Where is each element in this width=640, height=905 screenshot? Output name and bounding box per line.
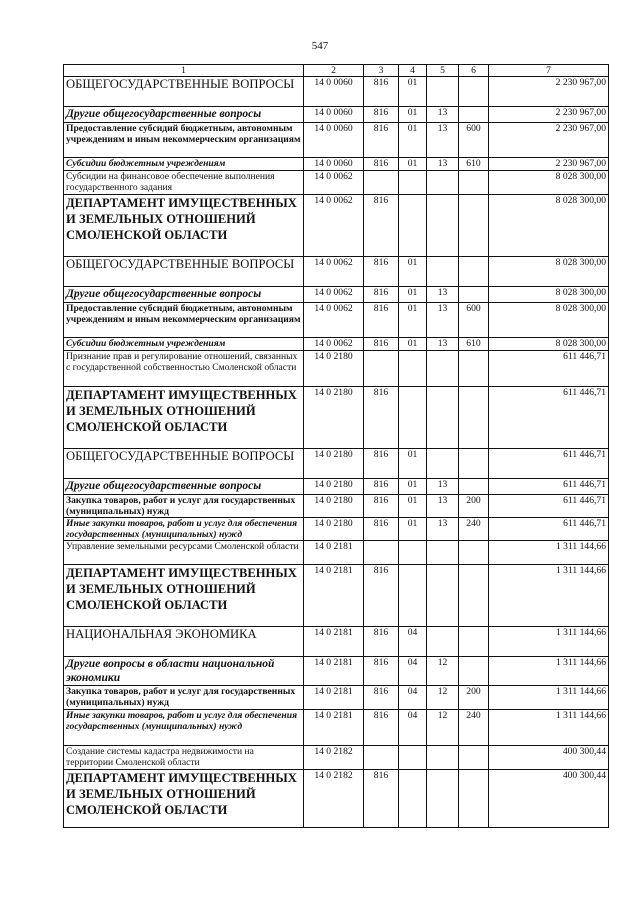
row-grbs-cell: 816: [364, 495, 399, 518]
row-grbs-cell: 816: [364, 77, 399, 107]
row-section-cell: 01: [399, 479, 427, 495]
row-expense-type-cell: [459, 171, 489, 195]
row-csr-cell: 14 0 2180: [304, 518, 364, 541]
row-sum-cell: 2 230 967,00: [489, 158, 609, 171]
row-csr-cell: 14 0 0062: [304, 287, 364, 303]
row-expense-type-cell: [459, 479, 489, 495]
row-subsection-cell: [427, 387, 459, 449]
row-grbs-cell: 816: [364, 627, 399, 657]
row-sum-cell: 1 311 144,66: [489, 686, 609, 710]
table-body: [64, 77, 609, 828]
row-name-cell: ОБЩЕГОСУДАРСТВЕННЫЕ ВОПРОСЫ: [64, 77, 304, 107]
row-grbs-cell: [364, 171, 399, 195]
row-section-cell: 01: [399, 518, 427, 541]
row-csr-cell: 14 0 2180: [304, 479, 364, 495]
row-subsection-cell: [427, 171, 459, 195]
table-row: [64, 770, 609, 828]
row-subsection-cell: 13: [427, 495, 459, 518]
row-csr-cell: 14 0 0062: [304, 171, 364, 195]
row-csr-cell: 14 0 0062: [304, 303, 364, 338]
row-name-cell: Субсидии бюджетным учреждениям: [64, 338, 304, 351]
row-grbs-cell: 816: [364, 710, 399, 746]
row-csr-cell: 14 0 0062: [304, 195, 364, 257]
row-section-cell: 01: [399, 77, 427, 107]
row-sum-cell: 8 028 300,00: [489, 195, 609, 257]
row-grbs-cell: 816: [364, 518, 399, 541]
row-csr-cell: 14 0 2181: [304, 541, 364, 565]
table-row: [64, 107, 609, 123]
row-sum-cell: 8 028 300,00: [489, 303, 609, 338]
row-sum-cell: 8 028 300,00: [489, 257, 609, 287]
row-subsection-cell: 12: [427, 686, 459, 710]
row-grbs-cell: 816: [364, 195, 399, 257]
row-grbs-cell: [364, 351, 399, 387]
row-sum-cell: 1 311 144,66: [489, 541, 609, 565]
header-col-5: 5: [427, 65, 459, 77]
row-expense-type-cell: [459, 257, 489, 287]
row-sum-cell: 2 230 967,00: [489, 107, 609, 123]
table-row: [64, 518, 609, 541]
row-grbs-cell: 816: [364, 387, 399, 449]
row-subsection-cell: 13: [427, 158, 459, 171]
row-sum-cell: 8 028 300,00: [489, 171, 609, 195]
row-subsection-cell: [427, 746, 459, 770]
header-col-2: 2: [304, 65, 364, 77]
table-row: [64, 449, 609, 479]
row-section-cell: 01: [399, 303, 427, 338]
row-expense-type-cell: [459, 77, 489, 107]
row-subsection-cell: 13: [427, 287, 459, 303]
table-row: [64, 565, 609, 627]
row-grbs-cell: [364, 541, 399, 565]
row-grbs-cell: [364, 746, 399, 770]
row-subsection-cell: 13: [427, 479, 459, 495]
row-name-cell: Предоставление субсидий бюджетным, автономным учреждениям и иным некоммерческим организациям: [64, 303, 304, 338]
row-csr-cell: 14 0 0060: [304, 123, 364, 158]
row-subsection-cell: 12: [427, 710, 459, 746]
row-section-cell: [399, 351, 427, 387]
row-csr-cell: 14 0 2180: [304, 449, 364, 479]
table-row: [64, 195, 609, 257]
header-row: [64, 65, 609, 77]
row-expense-type-cell: 200: [459, 686, 489, 710]
row-name-cell: НАЦИОНАЛЬНАЯ ЭКОНОМИКА: [64, 627, 304, 657]
row-name-cell: ДЕПАРТАМЕНТ ИМУЩЕСТВЕННЫХ И ЗЕМЕЛЬНЫХ ОТНОШЕНИЙ СМОЛЕНСКОЙ ОБЛАСТИ: [64, 195, 304, 257]
row-section-cell: [399, 171, 427, 195]
row-expense-type-cell: [459, 107, 489, 123]
row-subsection-cell: 13: [427, 303, 459, 338]
table-row: [64, 657, 609, 686]
row-sum-cell: 611 446,71: [489, 495, 609, 518]
row-csr-cell: 14 0 2181: [304, 657, 364, 686]
table-row: [64, 287, 609, 303]
table-row: [64, 351, 609, 387]
table-row: [64, 686, 609, 710]
row-sum-cell: 1 311 144,66: [489, 627, 609, 657]
row-csr-cell: 14 0 0060: [304, 158, 364, 171]
row-subsection-cell: [427, 77, 459, 107]
row-expense-type-cell: [459, 351, 489, 387]
row-subsection-cell: [427, 627, 459, 657]
table-row: [64, 746, 609, 770]
row-section-cell: [399, 746, 427, 770]
row-section-cell: [399, 195, 427, 257]
row-sum-cell: 611 446,71: [489, 518, 609, 541]
row-sum-cell: 1 311 144,66: [489, 710, 609, 746]
row-name-cell: Создание системы кадастра недвижимости на территории Смоленской области: [64, 746, 304, 770]
header-col-1: 1: [64, 65, 304, 77]
row-grbs-cell: 816: [364, 287, 399, 303]
row-name-cell: Предоставление субсидий бюджетным, автономным учреждениям и иным некоммерческим организациям: [64, 123, 304, 158]
row-csr-cell: 14 0 2182: [304, 770, 364, 828]
row-expense-type-cell: 200: [459, 495, 489, 518]
row-expense-type-cell: [459, 287, 489, 303]
row-csr-cell: 14 0 2182: [304, 746, 364, 770]
row-subsection-cell: [427, 565, 459, 627]
row-expense-type-cell: 240: [459, 710, 489, 746]
row-name-cell: ОБЩЕГОСУДАРСТВЕННЫЕ ВОПРОСЫ: [64, 449, 304, 479]
row-section-cell: [399, 770, 427, 828]
row-subsection-cell: [427, 257, 459, 287]
row-csr-cell: 14 0 2181: [304, 565, 364, 627]
row-name-cell: Управление земельными ресурсами Смоленской области: [64, 541, 304, 565]
row-sum-cell: 400 300,44: [489, 746, 609, 770]
row-grbs-cell: 816: [364, 686, 399, 710]
row-grbs-cell: 816: [364, 257, 399, 287]
table-row: [64, 479, 609, 495]
header-col-7: 7: [489, 65, 609, 77]
row-expense-type-cell: [459, 541, 489, 565]
row-subsection-cell: [427, 195, 459, 257]
row-section-cell: 04: [399, 627, 427, 657]
row-expense-type-cell: [459, 387, 489, 449]
table-row: [64, 77, 609, 107]
row-grbs-cell: 816: [364, 123, 399, 158]
row-expense-type-cell: 600: [459, 303, 489, 338]
row-expense-type-cell: [459, 195, 489, 257]
row-section-cell: 04: [399, 686, 427, 710]
table-row: [64, 171, 609, 195]
table-row: [64, 338, 609, 351]
row-sum-cell: 2 230 967,00: [489, 123, 609, 158]
row-subsection-cell: [427, 541, 459, 565]
row-sum-cell: 611 446,71: [489, 479, 609, 495]
row-sum-cell: 400 300,44: [489, 770, 609, 828]
row-grbs-cell: 816: [364, 565, 399, 627]
row-section-cell: 01: [399, 287, 427, 303]
row-csr-cell: 14 0 2180: [304, 387, 364, 449]
budget-table: [63, 64, 609, 828]
row-expense-type-cell: [459, 627, 489, 657]
row-sum-cell: 8 028 300,00: [489, 338, 609, 351]
row-name-cell: Другие вопросы в области национальной экономики: [64, 657, 304, 686]
page-number: 547: [311, 40, 329, 52]
row-subsection-cell: 12: [427, 657, 459, 686]
table-row: [64, 257, 609, 287]
row-name-cell: Субсидии на финансовое обеспечение выполнения государственного задания: [64, 171, 304, 195]
row-expense-type-cell: [459, 449, 489, 479]
row-grbs-cell: 816: [364, 303, 399, 338]
row-section-cell: 01: [399, 338, 427, 351]
row-subsection-cell: 13: [427, 107, 459, 123]
row-subsection-cell: [427, 449, 459, 479]
row-grbs-cell: 816: [364, 158, 399, 171]
row-grbs-cell: 816: [364, 657, 399, 686]
row-section-cell: 04: [399, 710, 427, 746]
row-csr-cell: 14 0 2181: [304, 627, 364, 657]
row-name-cell: ДЕПАРТАМЕНТ ИМУЩЕСТВЕННЫХ И ЗЕМЕЛЬНЫХ ОТНОШЕНИЙ СМОЛЕНСКОЙ ОБЛАСТИ: [64, 565, 304, 627]
row-expense-type-cell: [459, 565, 489, 627]
row-subsection-cell: [427, 770, 459, 828]
row-section-cell: 01: [399, 123, 427, 158]
row-grbs-cell: 816: [364, 479, 399, 495]
row-section-cell: [399, 541, 427, 565]
row-grbs-cell: 816: [364, 449, 399, 479]
row-section-cell: 01: [399, 495, 427, 518]
row-expense-type-cell: 240: [459, 518, 489, 541]
row-name-cell: Другие общегосударственные вопросы: [64, 479, 304, 495]
row-subsection-cell: [427, 351, 459, 387]
row-sum-cell: 1 311 144,66: [489, 657, 609, 686]
row-name-cell: Другие общегосударственные вопросы: [64, 107, 304, 123]
row-csr-cell: 14 0 2181: [304, 710, 364, 746]
table-row: [64, 710, 609, 746]
row-expense-type-cell: 600: [459, 123, 489, 158]
row-name-cell: Закупка товаров, работ и услуг для государственных (муниципальных) нужд: [64, 686, 304, 710]
row-name-cell: ОБЩЕГОСУДАРСТВЕННЫЕ ВОПРОСЫ: [64, 257, 304, 287]
table-row: [64, 123, 609, 158]
table-row: [64, 541, 609, 565]
row-csr-cell: 14 0 0062: [304, 338, 364, 351]
row-section-cell: [399, 565, 427, 627]
row-grbs-cell: 816: [364, 107, 399, 123]
row-name-cell: Иные закупки товаров, работ и услуг для обеспечения государственных (муниципальных) нужд: [64, 710, 304, 746]
row-subsection-cell: 13: [427, 338, 459, 351]
row-csr-cell: 14 0 0060: [304, 77, 364, 107]
row-sum-cell: 2 230 967,00: [489, 77, 609, 107]
row-name-cell: Признание прав и регулирование отношений, связанных с государственной собственностью Смоленской области: [64, 351, 304, 387]
header-col-3: 3: [364, 65, 399, 77]
row-grbs-cell: 816: [364, 338, 399, 351]
row-subsection-cell: 13: [427, 518, 459, 541]
row-expense-type-cell: 610: [459, 158, 489, 171]
row-name-cell: ДЕПАРТАМЕНТ ИМУЩЕСТВЕННЫХ И ЗЕМЕЛЬНЫХ ОТНОШЕНИЙ СМОЛЕНСКОЙ ОБЛАСТИ: [64, 387, 304, 449]
row-expense-type-cell: [459, 657, 489, 686]
table-row: [64, 158, 609, 171]
row-sum-cell: 611 446,71: [489, 387, 609, 449]
row-csr-cell: 14 0 2180: [304, 495, 364, 518]
row-section-cell: 04: [399, 657, 427, 686]
table-row: [64, 627, 609, 657]
row-sum-cell: 611 446,71: [489, 351, 609, 387]
row-expense-type-cell: 610: [459, 338, 489, 351]
row-csr-cell: 14 0 0062: [304, 257, 364, 287]
header-col-4: 4: [399, 65, 427, 77]
row-expense-type-cell: [459, 770, 489, 828]
row-csr-cell: 14 0 2181: [304, 686, 364, 710]
row-name-cell: Другие общегосударственные вопросы: [64, 287, 304, 303]
table-row: [64, 495, 609, 518]
row-name-cell: ДЕПАРТАМЕНТ ИМУЩЕСТВЕННЫХ И ЗЕМЕЛЬНЫХ ОТНОШЕНИЙ СМОЛЕНСКОЙ ОБЛАСТИ: [64, 770, 304, 828]
row-csr-cell: 14 0 2180: [304, 351, 364, 387]
row-section-cell: 01: [399, 107, 427, 123]
row-name-cell: Закупка товаров, работ и услуг для государственных (муниципальных) нужд: [64, 495, 304, 518]
row-section-cell: 01: [399, 449, 427, 479]
row-section-cell: 01: [399, 158, 427, 171]
row-grbs-cell: 816: [364, 770, 399, 828]
table-row: [64, 387, 609, 449]
row-section-cell: [399, 387, 427, 449]
row-expense-type-cell: [459, 746, 489, 770]
header-col-6: 6: [459, 65, 489, 77]
row-sum-cell: 611 446,71: [489, 449, 609, 479]
row-subsection-cell: 13: [427, 123, 459, 158]
row-name-cell: Иные закупки товаров, работ и услуг для обеспечения государственных (муниципальных) нужд: [64, 518, 304, 541]
row-csr-cell: 14 0 0060: [304, 107, 364, 123]
table-row: [64, 303, 609, 338]
row-name-cell: Субсидии бюджетным учреждениям: [64, 158, 304, 171]
row-sum-cell: 8 028 300,00: [489, 287, 609, 303]
row-sum-cell: 1 311 144,66: [489, 565, 609, 627]
row-section-cell: 01: [399, 257, 427, 287]
